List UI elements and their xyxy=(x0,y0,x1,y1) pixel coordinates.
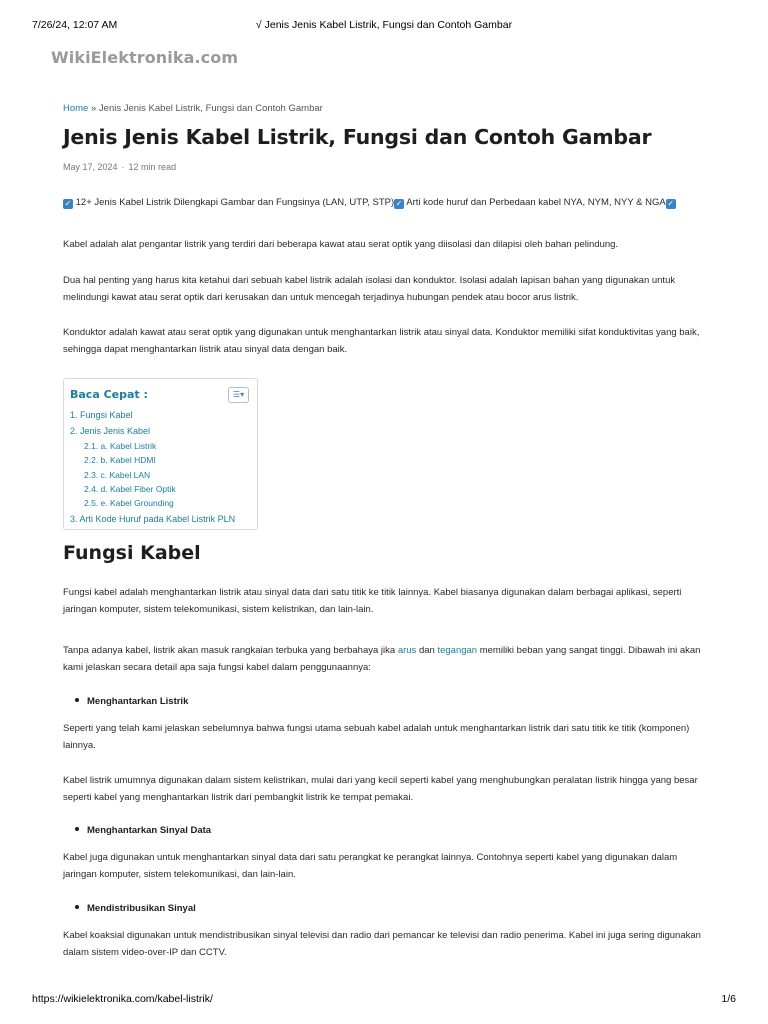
paragraph: Dua hal penting yang harus kita ketahui dari sebuah kabel listrik adalah isolasi dan konduktor. Isolasi adalah lapisan bahan yang digunakan untuk melindungi kawat atau serat optik dari kerusakan dan untuk mencegah terjadinya hubungan pendek atau bocor arus listrik. xyxy=(63,275,676,303)
toc-subitem[interactable]: 2.3. c. Kabel LAN xyxy=(84,469,151,480)
list-item-label: Menghantarkan Sinyal Data xyxy=(87,825,212,836)
link-arus[interactable]: arus xyxy=(397,645,417,656)
site-logo[interactable]: WikiElektronika.com xyxy=(51,48,239,67)
paragraph-text: memiliki beban yang sangat tinggi. Dibawah ini akan kami jelaskan secara detail apa saja fungsi kabel dalam penggunaannya: xyxy=(63,645,701,673)
print-page-number: 1/6 xyxy=(721,993,736,1005)
check-box-icon: ✓ xyxy=(64,199,72,208)
bullet-icon xyxy=(75,698,79,702)
paragraph: Kabel listrik umumnya digunakan dalam sistem kelistrikan, mulai dari yang kecil seperti kabel yang menghubungkan peralatan listrik hingga yang besar seperti kabel yang menghantarkan listrik dari pembangkit listrik ke tempat pemakai. xyxy=(63,775,698,803)
toc-subitem[interactable]: 2.4. d. Kabel Fiber Optik xyxy=(84,483,176,494)
list-toggle-icon[interactable]: ☰▾ xyxy=(228,387,249,403)
print-footer xyxy=(32,993,736,1007)
post-meta xyxy=(63,162,176,172)
intro-summary-b: Arti kode huruf dan Perbedaan kabel NYA, NYM, NYY & NGA xyxy=(406,197,666,208)
toc-item[interactable]: 3. Arti Kode Huruf pada Kabel Listrik PLN xyxy=(70,514,236,525)
paragraph: Konduktor adalah kawat atau serat optik yang digunakan untuk menghantarkan listrik atau sinyal data. Konduktor memiliki sifat konduktivitas yang baik, sehingga dapat menghantarkan listrik atau sinyal data dengan baik. xyxy=(63,327,700,355)
list-item xyxy=(75,825,211,836)
paragraph: Kabel adalah alat pengantar listrik yang terdiri dari beberapa kawat atau serat optik yang diisolasi dan dilapisi oleh bahan pelindung. xyxy=(63,239,619,250)
list-item xyxy=(75,696,188,707)
toc-title: Baca Cepat : xyxy=(70,388,148,401)
toc-item[interactable]: 2. Jenis Jenis Kabel xyxy=(70,426,151,436)
bullet-icon xyxy=(75,827,79,831)
breadcrumb-separator: » xyxy=(88,103,99,114)
post-date: May 17, 2024 xyxy=(63,162,118,172)
page-title: Jenis Jenis Kabel Listrik, Fungsi dan Contoh Gambar xyxy=(63,125,652,149)
bullet-icon xyxy=(75,905,79,909)
toc-list xyxy=(70,408,235,527)
list-item-label: Mendistribusikan Sinyal xyxy=(87,903,196,914)
print-url: https://wikielektronika.com/kabel-listrik/ xyxy=(32,993,213,1005)
paragraph: Seperti yang telah kami jelaskan sebelumnya bahwa fungsi utama sebuah kabel adalah untuk menghantarkan listrik dari satu titik ke titik (komponen) lainnya. xyxy=(63,723,690,751)
list-item xyxy=(75,903,196,914)
toc-subitem[interactable]: 2.1. a. Kabel Listrik xyxy=(84,441,157,451)
paragraph: Kabel koaksial digunakan untuk mendistribusikan sinyal televisi dan radio dari pemancar ke televisi dan radio penerima. Kabel ini juga sering digunakan dalam sistem video-over-IP dan CCTV. xyxy=(63,930,701,958)
meta-separator: · xyxy=(121,162,125,172)
paragraph: Fungsi kabel adalah menghantarkan listrik atau sinyal data dari satu titik ke titik lainnya. Kabel biasanya digunakan dalam berbagai aplikasi, seperti jaringan komputer, sistem telekomunikasi, sistem kelistrikan, dan lain-lain. xyxy=(63,587,682,615)
paragraph-text: dan xyxy=(416,645,438,656)
intro-summary-a: 12+ Jenis Kabel Listrik Dilengkapi Gambar dan Fungsinya (LAN, UTP, STP) xyxy=(75,197,395,208)
intro-summary xyxy=(63,194,708,211)
print-header xyxy=(32,19,736,33)
toc-subitem[interactable]: 2.5. e. Kabel Grounding xyxy=(84,498,174,509)
paragraph xyxy=(63,642,708,676)
toc-subitem[interactable]: 2.2. b. Kabel HDMI xyxy=(84,455,156,466)
table-of-contents xyxy=(63,378,258,530)
breadcrumb-home-link[interactable]: Home xyxy=(63,103,89,114)
breadcrumb xyxy=(63,103,323,114)
check-box-icon: ✓ xyxy=(395,199,403,208)
breadcrumb-current: Jenis Jenis Kabel Listrik, Fungsi dan Contoh Gambar xyxy=(98,103,323,114)
paragraph: Kabel juga digunakan untuk menghantarkan sinyal data dari satu perangkat ke perangkat lainnya. Contohnya seperti kabel yang digunakan dalam jaringan komputer, sistem telekomunikasi, dan lain-lain. xyxy=(63,852,678,880)
print-datetime: 7/26/24, 12:07 AM xyxy=(32,19,118,31)
check-box-icon: ✓ xyxy=(667,199,675,208)
read-time: 12 min read xyxy=(128,162,177,172)
print-page-title: √ Jenis Jenis Kabel Listrik, Fungsi dan Contoh Gambar xyxy=(255,19,513,31)
section-heading: Fungsi Kabel xyxy=(63,542,201,564)
list-item-label: Menghantarkan Listrik xyxy=(87,696,189,707)
paragraph-text: Tanpa adanya kabel, listrik akan masuk rangkaian terbuka yang berbahaya jika xyxy=(63,645,398,656)
toc-item[interactable]: 1. Fungsi Kabel xyxy=(70,410,133,420)
link-tegangan[interactable]: tegangan xyxy=(437,645,478,656)
